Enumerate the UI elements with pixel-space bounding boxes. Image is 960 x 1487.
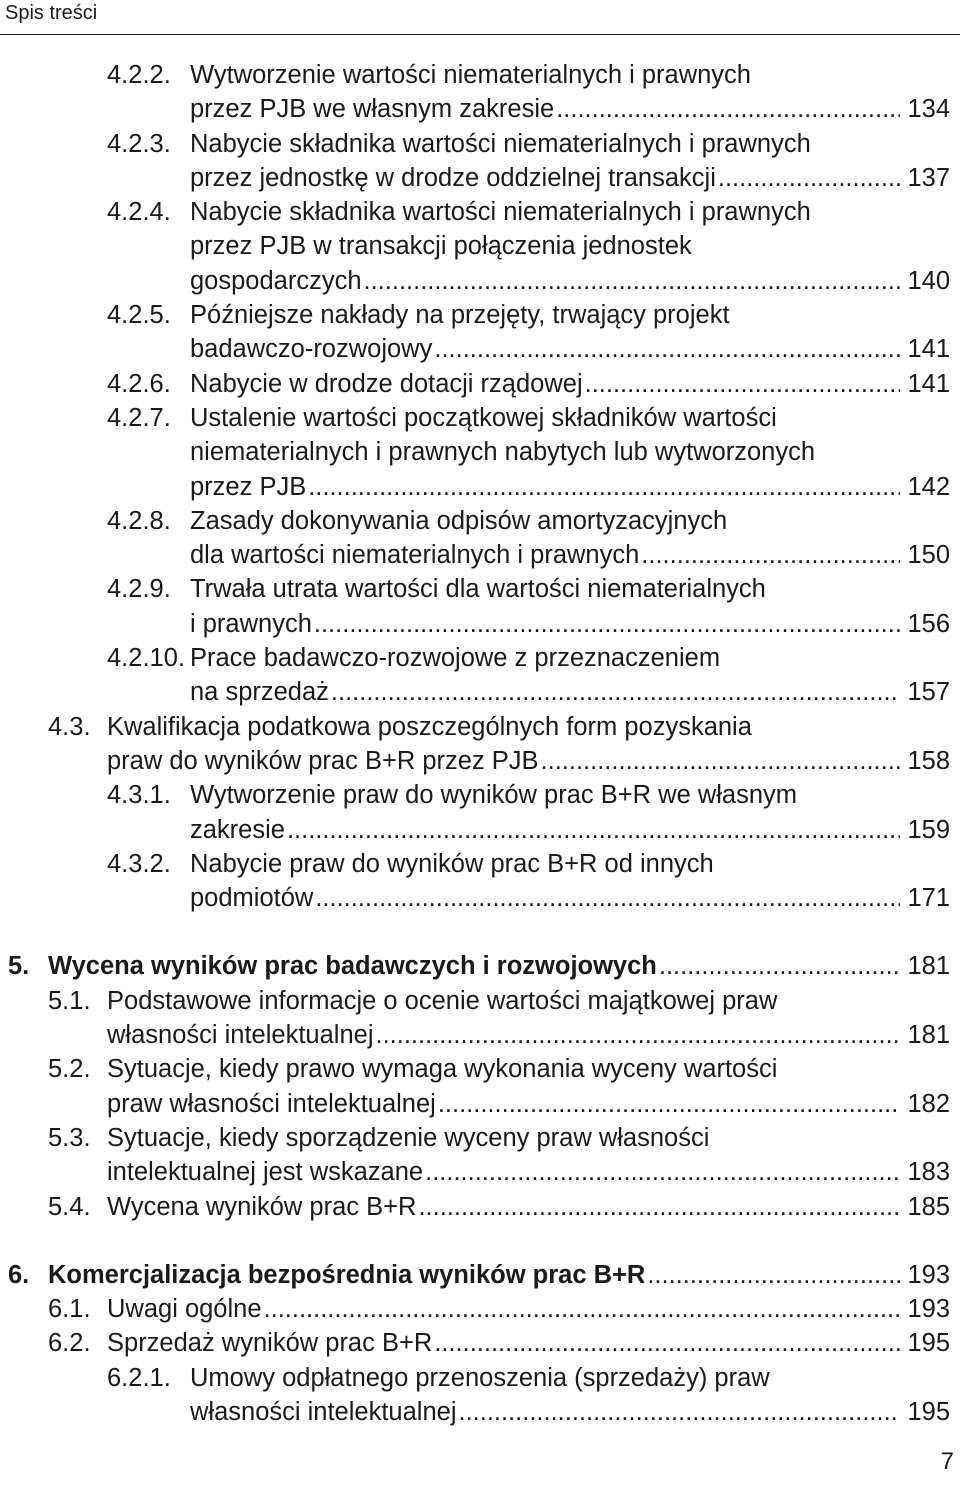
- dot-leader: [425, 1155, 900, 1189]
- toc-entry-title: przez jednostkę w drodze oddzielnej transakcji: [190, 163, 716, 192]
- toc-entry[interactable]: [0, 949, 960, 983]
- toc-entry-title: na sprzedaż: [190, 678, 329, 707]
- toc-entry[interactable]: [0, 58, 960, 127]
- toc-entry[interactable]: [0, 127, 960, 196]
- toc-entry-title: Ustalenie wartości początkowej składników wartości: [190, 403, 777, 432]
- toc-entry-number: 4.2.9.: [107, 575, 171, 604]
- toc-entry-number: 6.2.: [48, 1329, 91, 1358]
- toc-entry[interactable]: [0, 1121, 960, 1190]
- toc-entry[interactable]: [0, 1190, 960, 1224]
- toc-entry[interactable]: [0, 572, 960, 641]
- dot-leader: [458, 1395, 900, 1429]
- toc-entry-title: podmiotów: [190, 884, 314, 913]
- toc-entry-number: 5.1.: [48, 986, 91, 1015]
- toc-entry-title: przez PJB we własnym zakresie: [190, 95, 555, 124]
- dot-leader: [718, 161, 900, 195]
- table-of-contents: [0, 58, 960, 1429]
- toc-entry-title: intelektualnej jest wskazane: [107, 1158, 424, 1187]
- toc-entry-number: 6.: [8, 1260, 30, 1289]
- toc-entry-page: 156: [907, 609, 950, 638]
- toc-entry-title: dla wartości niematerialnych i prawnych: [190, 541, 640, 570]
- toc-entry[interactable]: [0, 1292, 960, 1326]
- toc-entry-page: 141: [907, 369, 950, 398]
- toc-entry[interactable]: [0, 367, 960, 401]
- toc-entry-page: 181: [907, 952, 950, 981]
- toc-entry-title: Komercjalizacja bezpośrednia wyników prac B+R: [48, 1260, 646, 1289]
- toc-entry-title: badawczo-rozwojowy: [190, 335, 433, 364]
- toc-entry-number: 4.2.10.: [107, 644, 185, 673]
- toc-entry-number: 4.2.7.: [107, 403, 171, 432]
- dot-leader: [434, 332, 900, 366]
- toc-entry-page: 195: [907, 1329, 950, 1358]
- toc-entry-page: 185: [907, 1192, 950, 1221]
- toc-entry-title: i prawnych: [190, 609, 312, 638]
- toc-entry-title: Wytworzenie wartości niematerialnych i prawnych: [190, 61, 751, 89]
- toc-entry-number: 4.3.: [48, 712, 91, 741]
- toc-entry-page: 159: [907, 815, 950, 844]
- toc-entry-title: Zasady dokonywania odpisów amortyzacyjnych: [190, 506, 728, 535]
- toc-entry-title: zakresie: [190, 815, 285, 844]
- toc-entry-number: 6.1.: [48, 1295, 91, 1324]
- toc-entry-title: Wytworzenie praw do wyników prac B+R we własnym: [190, 781, 798, 810]
- toc-entry[interactable]: [0, 1326, 960, 1360]
- toc-entry-number: 6.2.1.: [107, 1363, 171, 1392]
- toc-entry-title: Umowy odpłatnego przenoszenia (sprzedaży) praw: [190, 1363, 770, 1392]
- toc-entry-title: Nabycie składnika wartości niematerialnych i prawnych: [190, 129, 811, 158]
- toc-entry-number: 4.2.3.: [107, 129, 171, 158]
- toc-entry[interactable]: [0, 984, 960, 1053]
- section-gap: [0, 915, 960, 949]
- toc-entry-page: 141: [907, 335, 950, 364]
- toc-entry-title: Nabycie praw do wyników prac B+R od innych: [190, 849, 714, 878]
- dot-leader: [308, 470, 900, 504]
- toc-entry-title: Podstawowe informacje o ocenie wartości majątkowej praw: [107, 986, 778, 1015]
- dot-leader: [541, 744, 900, 778]
- toc-entry-page: 193: [907, 1260, 950, 1289]
- toc-entry[interactable]: [0, 1258, 960, 1292]
- toc-entry[interactable]: [0, 401, 960, 504]
- toc-entry[interactable]: [0, 710, 960, 779]
- toc-entry-title: Późniejsze nakłady na przejęty, trwający projekt: [190, 301, 730, 330]
- toc-entry[interactable]: [0, 1361, 960, 1430]
- toc-entry-page: 137: [907, 163, 950, 192]
- toc-entry[interactable]: [0, 298, 960, 367]
- toc-entry-number: 4.3.1.: [107, 781, 171, 810]
- toc-entry-title: własności intelektualnej: [190, 1397, 457, 1426]
- toc-entry-page: 158: [907, 746, 950, 775]
- toc-entry-page: 134: [907, 95, 950, 124]
- toc-entry-title: Sprzedaż wyników prac B+R: [107, 1329, 433, 1358]
- toc-entry-page: 181: [907, 1021, 950, 1050]
- toc-entry-page: 142: [907, 472, 950, 501]
- toc-entry-number: 4.2.2.: [107, 61, 171, 89]
- toc-entry-number: 5.4.: [48, 1192, 91, 1221]
- toc-entry-number: 4.3.2.: [107, 849, 171, 878]
- page-number: 7: [940, 1448, 954, 1475]
- toc-entry-page: 193: [907, 1295, 950, 1324]
- toc-entry-title: Sytuacje, kiedy prawo wymaga wykonania wyceny wartości: [107, 1055, 778, 1084]
- dot-leader: [364, 264, 900, 298]
- dot-leader: [418, 1190, 900, 1224]
- toc-entry-title: praw własności intelektualnej: [107, 1089, 436, 1118]
- toc-entry[interactable]: [0, 195, 960, 298]
- dot-leader: [315, 881, 900, 915]
- toc-entry-number: 4.2.5.: [107, 301, 171, 330]
- toc-entry-number: 5.3.: [48, 1123, 91, 1152]
- toc-entry-number: 5.: [8, 952, 30, 981]
- dot-leader: [659, 949, 900, 983]
- toc-entry-title: Trwała utrata wartości dla wartości niematerialnych: [190, 575, 766, 604]
- toc-entry-title: własności intelektualnej: [107, 1021, 374, 1050]
- header-rule: [0, 34, 960, 35]
- toc-entry-title: Wycena wyników prac B+R: [107, 1192, 417, 1221]
- toc-entry-title: Wycena wyników prac badawczych i rozwojowych: [48, 952, 657, 981]
- toc-entry-number: 4.2.8.: [107, 506, 171, 535]
- dot-leader: [641, 538, 900, 572]
- dot-leader: [331, 675, 900, 709]
- toc-entry-number: 5.2.: [48, 1055, 91, 1084]
- dot-leader: [314, 607, 900, 641]
- toc-entry[interactable]: [0, 641, 960, 710]
- toc-entry-title: Nabycie w drodze dotacji rządowej: [190, 369, 583, 398]
- dot-leader: [264, 1292, 900, 1326]
- section-gap: [0, 1224, 960, 1258]
- toc-entry-title: Nabycie składnika wartości niematerialnych i prawnych: [190, 198, 811, 227]
- toc-entry-title: niematerialnych i prawnych nabytych lub wytworzonych: [190, 438, 816, 467]
- dot-leader: [585, 367, 900, 401]
- toc-entry-title: przez PJB w transakcji połączenia jednostek: [190, 232, 692, 261]
- dot-leader: [556, 92, 900, 126]
- toc-entry-page: 150: [907, 541, 950, 570]
- toc-entry[interactable]: [0, 847, 960, 916]
- toc-entry-title: Prace badawczo-rozwojowe z przeznaczeniem: [190, 644, 721, 673]
- running-head: Spis treści: [5, 2, 98, 24]
- dot-leader: [287, 813, 900, 847]
- toc-entry-number: 4.2.6.: [107, 369, 171, 398]
- toc-entry-title: praw do wyników prac B+R przez PJB: [107, 746, 539, 775]
- toc-entry-page: 195: [907, 1397, 950, 1426]
- toc-entry-title: Sytuacje, kiedy sporządzenie wyceny praw własności: [107, 1123, 710, 1152]
- dot-leader: [434, 1326, 900, 1360]
- toc-entry-title: przez PJB: [190, 472, 307, 501]
- dot-leader: [438, 1087, 900, 1121]
- toc-entry-title: gospodarczych: [190, 266, 362, 295]
- toc-entry[interactable]: [0, 504, 960, 573]
- dot-leader: [647, 1258, 900, 1292]
- toc-entry[interactable]: [0, 778, 960, 847]
- dot-leader: [375, 1018, 900, 1052]
- toc-entry-title: Uwagi ogólne: [107, 1295, 262, 1324]
- toc-entry[interactable]: [0, 1052, 960, 1121]
- toc-entry-page: 171: [907, 884, 950, 913]
- toc-entry-page: 157: [907, 678, 950, 707]
- toc-entry-page: 183: [907, 1158, 950, 1187]
- toc-entry-number: 4.2.4.: [107, 198, 171, 227]
- toc-entry-page: 182: [907, 1089, 950, 1118]
- toc-entry-title: Kwalifikacja podatkowa poszczególnych form pozyskania: [107, 712, 752, 741]
- toc-entry-page: 140: [907, 266, 950, 295]
